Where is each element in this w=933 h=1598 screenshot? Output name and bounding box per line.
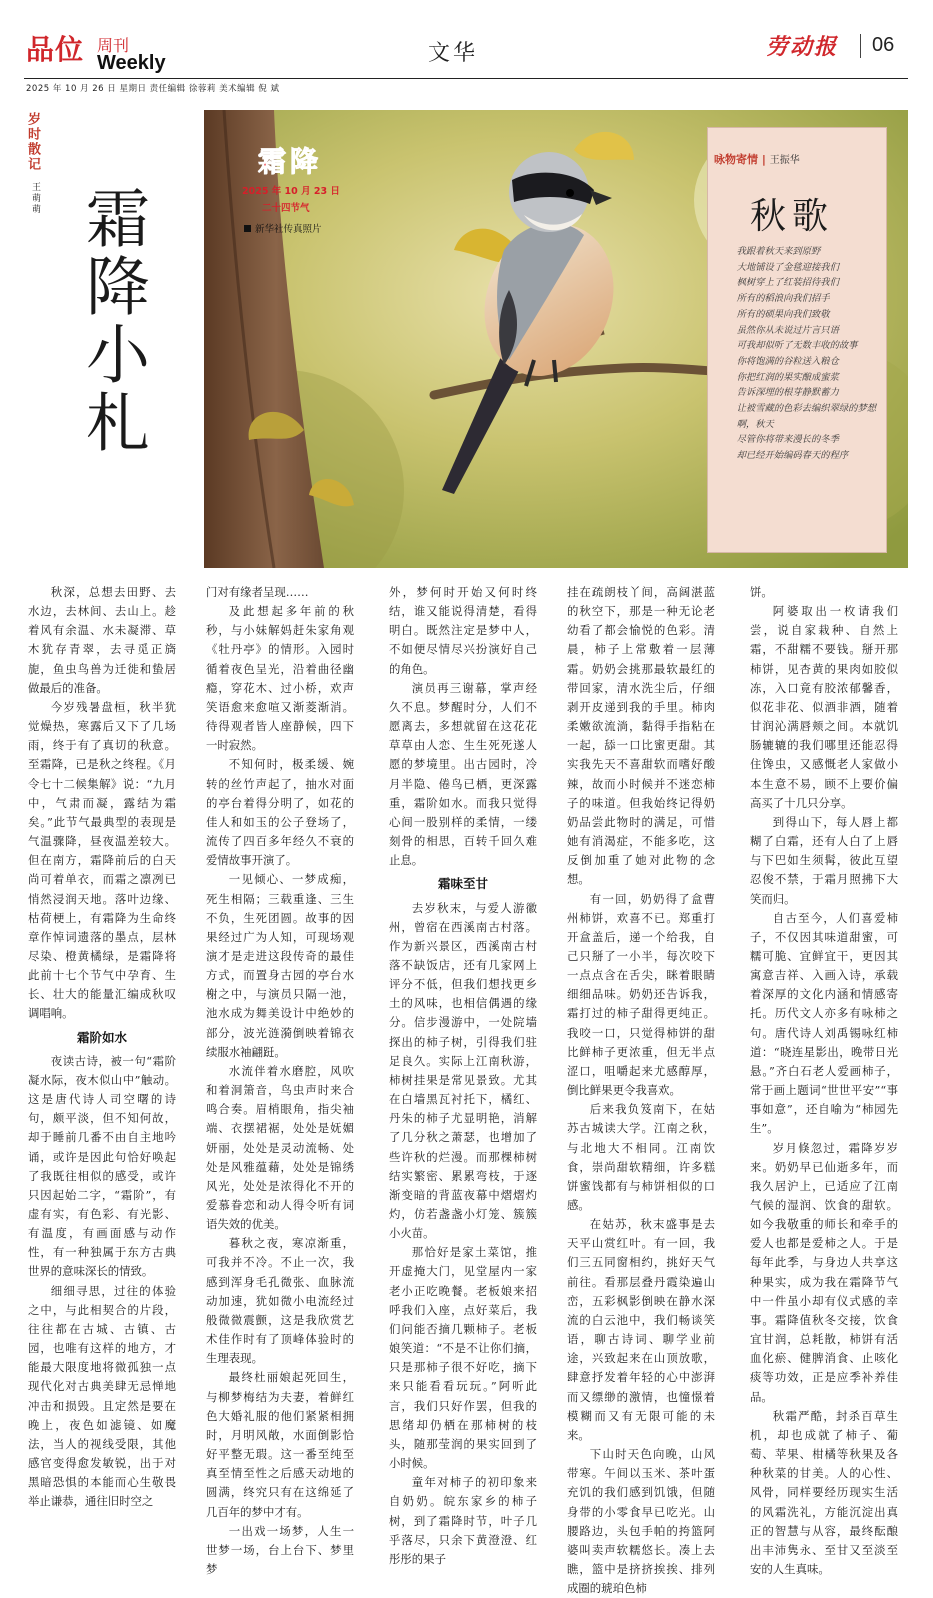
poem-line: 啊，秋天 [736,418,774,430]
article-title: 霜降小札 [75,185,149,457]
poem-line: 你将饱满的谷粒送入粮仓 [736,355,839,367]
brand-logo-weekly-cn: 周刊 [97,36,130,55]
paragraph: 暮秋之夜，寒凉渐重，可我并不冷。不止一次，我感到浑身毛孔微张、血脉流动加速，犹如微小电流经过般微微震颤，这是我欣赏艺术佳作时有了顶峰体验时的生理表现。 [206,1236,354,1366]
jieqi-subtitle: 二十四节气 [262,203,310,214]
paragraph: 不知何时，极柔缓、婉转的丝竹声起了，抽水对面的亭台着得分明了，如花的佳人和如玉的公子登场了，流传了四百多年经久不衰的爱情故事开演了。 [206,757,354,868]
paragraph: 一出戏一场梦，人生一世梦一场，台上台下、梦里梦 [206,1523,354,1576]
poem-line: 你把红润的果实酿成蜜浆 [736,371,839,383]
poem-separator: | [761,153,766,166]
subheading: 霜阶如水 [76,1029,127,1045]
poem-line: 大地铺设了金毯迎接我们 [736,261,839,273]
paragraph: 岁月倏忽过，霜降岁岁来。奶奶早已仙逝多年，而我久居沪上，已适应了江南气候的湿润、饮食的甜软。如今我敬重的师长和牵手的爱人也都是爱柿之人。于是每年此季，与身边人共享这种果实，成为我在霜降节气中一件虽小却有仪式感的幸事。霜降值秋冬交接，饮食宜甘润，总耗散，柿饼有活血化瘀、健脾消食、止咳化痰等功效，正是应季补养佳品。 [750,1140,898,1404]
paragraph: 阿婆取出一枚请我们尝，说自家栽种、自然上霜，不甜糯不要钱。掰开那柿饼，见杏黄的果肉如胶似冻，入口竟有胶浓郁馨香，似花非花、似酒非酒，随着甘润沁满唇颊之间。本就饥肠辘辘的我们哪里还能忍得住馋虫，又感慨老人家做小本生意不易，顾不上要价偏高买了十几只分享。 [750,604,898,810]
article-column-2 [206,583,354,1579]
header-rule [24,78,908,79]
header-divider [860,34,861,58]
square-bullet-icon [244,225,251,232]
paragraph: 后来我负笈南下，在姑苏古城读大学。江南之秋，与北地大不相同。江南饮食，崇尚甜软精细，许多糕饼蜜饯都有与柿饼相似的口感。 [567,1102,715,1212]
poem-line: 尽管你将带来漫长的冬季 [736,434,839,446]
poem-line: 枫树穿上了红装招待我们 [736,277,839,289]
poem-line: 却已经开始编码春天的程序 [736,450,849,462]
paragraph: 外，梦何时开始又何时终结，谁又能说得清楚，看得明白。既然注定是梦中人，不如便尽情尽兴扮演好自己的角色。 [389,585,537,676]
paragraph: 秋霜严酷，封杀百草生机，却也成就了柿子、葡萄、苹果、柑橘等秋果及各种秋菜的甘美。人的心性、风骨，同样要经历现实生活的风霜洗礼，方能沉淀出真正的智慧与从容，最终酝酿出丰沛隽永、至甘又至淡至安的人生真味。 [750,1408,898,1576]
article-column-4 [567,583,715,1598]
subheading: 霜味至甘 [437,876,488,892]
paragraph: 挂在疏朗枝丫间，高阔湛蓝的秋空下，那是一种无论老幼看了都会愉悦的色彩。清晨，柿子上常敷着一层薄霜。奶奶会挑那最软最红的带回家，清水洗尘后，仔细剥开皮递到我的手里。柿肉柔嫩欲流淌，黏得手指粘在一起，舔一口比蜜更甜。其实我先天不喜甜软而嗜好酸辣，故而小时候并不迷恋柿子的味道。但我始终记得奶奶品尝此物时的满足，可惜她有消渴症，不能多吃，这反倒加重了她对此物的念想。 [567,585,715,887]
paragraph: 夜读古诗，被一句“霜阶凝水际，夜木似山中”触动。这是唐代诗人司空曙的诗句，颇平淡，但不知何故，却于睡前几番不由自主地吟诵，或许是因此句恰好唤起了我既往相似的感受，或许只因起始二字，“霜阶”，有虚有实，有色彩、有光影、有温度，有画面感与动作性，有一种独属于东方古典世界的意味深长的情致。 [28,1053,176,1279]
brand-logo-en: Weekly [97,52,166,74]
poem-author: 王振华 [769,155,800,166]
photo-credit-text: 新华社传真照片 [255,224,322,235]
poem-line: 虽然你从未说过片言只语 [736,324,839,336]
poem-line: 我跟着秋天来到原野 [736,246,821,257]
article-column-1 [28,583,176,1512]
paragraph: 最终杜丽娘起死回生，与柳梦梅结为夫妻，着鲜红色大婚礼服的他们紧紧相拥时，月明风敞，水面倒影恰好平整无瑕。这一番至纯至真至情至性之后感天动地的圆满，终究只有在这绵延了几百年的梦中才有。 [206,1370,354,1519]
poem-line: 告诉深埋的根芽静默蓄力 [736,387,839,399]
paragraph: 饼。 [750,585,773,599]
poem-column-name: 咏物寄情 [714,153,758,166]
paragraph: 演员再三谢幕，掌声经久不息。梦醒时分，人们不愿离去，多想就留在这花花草草由人恋、生生死死遂人愿的梦境里。出古园时，冷月半隐、倦鸟已栖，更深露重，霜阶如水。而我只觉得心间一股别样的柔情，一缕刻骨的相思，百转千回久难止息。 [389,680,537,868]
page-number: 06 [872,34,895,56]
article-author: 王萌萌 [30,182,40,215]
paragraph: 下山时天色向晚，山风带寒。午间以玉米、茶叶蛋充饥的我们感到饥饿，但随身带的小零食早已吃光。山腰路边，头包手帕的挎篮阿婆叫卖声软糯悠长。凑上去瞧，篮中是挤挤挨挨、排列成圈的琥珀色柿 [567,1447,715,1596]
column-label: 岁时散记 [25,112,40,172]
paragraph: 有一回，奶奶得了盒曹州柿饼，欢喜不已。郑重打开盒盖后，递一个给我，自己只掰了一小半，每次咬下一点点含在舌尖，眯着眼睛细细品味。奶奶还告诉我，霜打过的柿子甜得更纯正。我咬一口，只觉得柿饼的甜比鲜柿子更浓重，但无半点涩口，咀嚼起来尤感醇厚，倒比鲜果更令我喜欢。 [567,891,715,1098]
poem-column-label [714,151,800,167]
newspaper-logo: 劳动报 [766,34,839,60]
paragraph: 在姑苏，秋末盛事是去天平山赏红叶。有一回，我们三五同窗相约，挑好天气前往。看那层叠丹霞染遍山峦，五彩枫影倒映在静水深流的白云池中，我们畅谈笑语，聊古诗词、聊学业前途，兴致起来在山顶放歌，肆意抒发着年轻的心中澎湃而又缥缈的激情，也憧憬着模糊而又有无限可能的未来。 [567,1217,715,1442]
poem-line: 所有的稻浪向我们招手 [736,293,830,305]
poem-line: 所有的硕果向我们致敬 [736,308,830,320]
paragraph: 一见倾心、一梦成痴，死生相隔；三载重逢、三生不负，生死团圆。故事的因果经过广为人知，可现场观演才是走进这段传奇的最佳方式，而置身古园的亭台水榭之中，与演员只隔一池，池水成为舞美设计中绝妙的部分，波光涟漪倒映着锦衣续服水袖翩跹。 [206,872,354,1059]
poem-title: 秋歌 [750,196,835,237]
jieqi-title: 霜降 [258,145,323,178]
paragraph: 门对有缘者呈现…… [206,585,309,599]
paragraph: 那恰好是家土菜馆，推开虚掩大门，见堂屋内一家老小正吃晚餐。老板娘来招呼我们入座，点好菜后，我们问能否摘几颗柿子。老板娘笑道：“不是不让你们摘，只是那柿子很不好吃，摘下来只能看看玩玩。”阿听此言，我们只好作罢，但我的思绪却仍栖在那柿树的枝头，随那莹润的果实回到了小时候。 [389,1245,537,1471]
poem-line: 让被雪藏的色彩去编织翠绿的梦想 [736,403,877,415]
paragraph: 到得山下，每人唇上都糊了白霜，还有人白了上唇与下巴如生须髯，彼此互望忍俊不禁，于霜月照拂下大笑而归。 [750,814,898,906]
paragraph: 水流伴着水磨腔，风吹和着洞箫音，鸟虫声时来合鸣合奏。眉梢眼角，指尖袖端、衣摆裙裾，处处是妩媚妍丽，处处是灵动流畅、处处是风雅蕴藉，处处是锦绣风光，处处是浓得化不开的爱慕眷恋和动人得令听有词语失效的优美。 [206,1063,354,1232]
poem-line: 可我却似听了无数丰收的故事 [736,340,858,352]
section-title: 文华 [428,41,479,66]
article-column-5 [750,583,898,1579]
poem-body [718,244,878,464]
brand-logo-cn: 品位 [26,33,85,66]
paragraph: 今岁残暑盘桓，秋半犹觉燥热，寒露后又下了几场雨，终于有了真切的秋意。至霜降，已是秋之终程。《月令七十二候集解》说：“九月中，气肃而凝，露结为霜矣。”此节气最典型的表现是气温骤降，昼夜温差较大。但在南方，霜降前后的白天尚可着单衣，而霜之凛冽已悄然浸润天地。落叶边缘、枯荷梗上，有霜降为生命终章作悼词遗落的墨点，层林尽染、橙黄橘绿，是霜降将此前十七个节气中孕育、生长、壮大的能量汇编成秋叹调唱响。 [28,699,176,1021]
paragraph: 细细寻思，过往的体验之中，与此相契合的片段，往往都在古城、古镇、古园，也唯有这样的地方，才能最大限度地将微孤独一点现代化对古典美肆无忌惮地冲击和损毁。且定然是要在晚上，夜色如滤镜、如魔法，当人的视线受限，其他感官变得愈发敏锐，出于对黑暗恐惧的本能而心生敬畏举止谦恭，通往旧时空之 [28,1283,176,1509]
jieqi-date: 2025 年 10 月 23 日 [242,186,340,197]
dateline: 2025 年 10 月 26 日 星期日 责任编辑 徐蓉莉 美术编辑 倪 斌 [26,84,280,94]
paragraph: 及此想起多年前的秋秒，与小妹解妈赶朱家角观《牡丹亭》的情形。入园时循着夜色呈光，沿着曲径幽瘾，穿花木、过小桥，欢声笑语愈来愈喧又渐菱渐消。待得观者皆人座静候，四下一时寂然。 [206,604,354,753]
article-column-3 [389,583,537,1569]
paragraph: 秋深，总想去田野、去水边，去林间、去山上。趁着风有余温、水未凝滞、草木犹存青翠，去寻觅正旖旎，鱼虫鸟兽为迁徙和蛰居做最后的准备。 [28,585,176,695]
paragraph: 童年对柿子的初印象来自奶奶。皖东家乡的柿子树，到了霜降时节，叶子几乎落尽，只余下黄澄澄、红彤彤的果子 [389,1475,537,1566]
paragraph: 去岁秋末，与爱人游徽州，曾宿在西溪南古村落。作为新兴景区，西溪南古村落不缺饭店，还有几家网上评分不低，但我们想找更乡土的风味，也相信偶遇的缘分。信步漫游中，一处院墙探出的柿子树，引得我们驻足良久。实际上江南秋游，柿树挂果是常见景致。尤其在白墙黑瓦衬托下，橘红、丹朱的柿子尤显明艳，消解了几分秋之萧瑟，也增加了些许秋的烂漫。而那棵柿树结实繁密、累累弯枝，于逐渐变暗的背蓝夜幕中熠熠灼灼，仿若盏盏小灯笼、簇簇小火苗。 [389,900,537,1241]
paragraph: 自古至今，人们喜爱柿子，不仅因其味道甜蜜，可糯可脆、宜鲜宜干，更因其寓意吉祥、入画入诗，承载着深厚的文化内涵和情感寄托。历代文人亦多有咏柿之句。唐代诗人刘禹锡咏红柿道：“晓连星影出，晚带日光悬。”齐白石老人爱画柿子，常于画上题词“世世平安”“事事如意”，还自喻为“柿园先生”。 [750,910,898,1136]
photo-credit [244,221,322,235]
